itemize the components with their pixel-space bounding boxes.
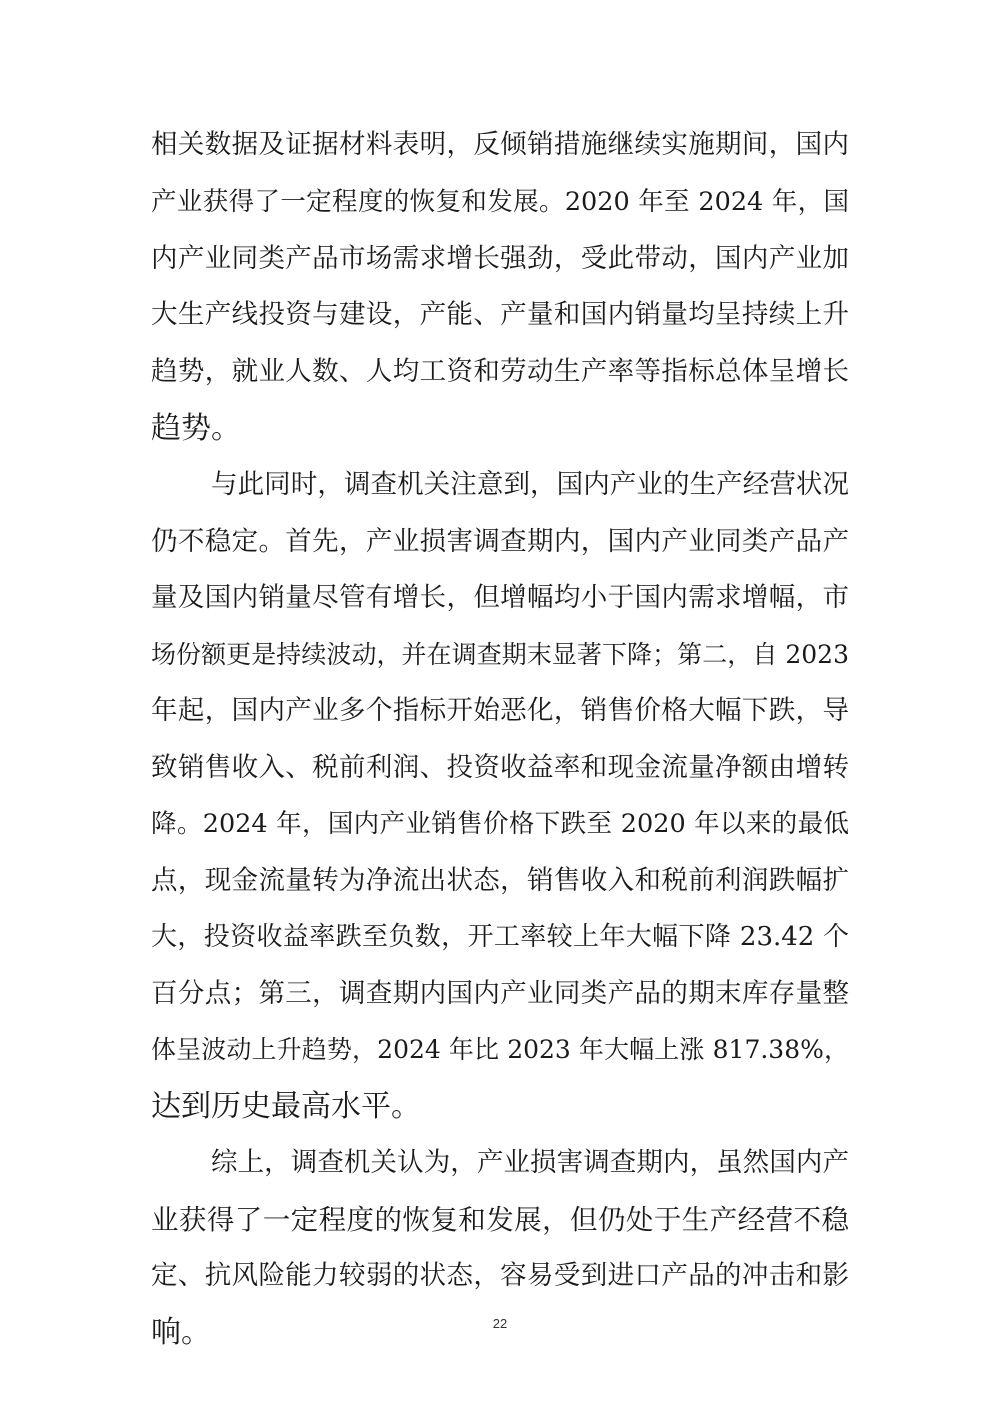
paragraph-2-line-1: 与此同时，调查机关注意到，国内产业的生产经营状况 [211, 469, 849, 500]
paragraph-1-line-1: 相关数据及证据材料表明，反倾销措施继续实施期间，国内 [151, 129, 849, 160]
paragraph-1-line-3: 内产业同类产品市场需求增长强劲，受此带动，国内产业加 [151, 243, 849, 274]
paragraph-1-line-6: 趋势。 [151, 411, 241, 446]
paragraph-3-line-1: 综上，调查机关认为，产业损害调查期内，虽然国内产 [211, 1147, 849, 1178]
paragraph-2-line-5: 年起，国内产业多个指标开始恶化，销售价格大幅下跌，导 [151, 695, 849, 726]
paragraph-1-line-4: 大生产线投资与建设，产能、产量和国内销量均呈持续上升 [151, 299, 849, 330]
paragraph-3-line-3: 定、抗风险能力较弱的状态，容易受到进口产品的冲击和影 [151, 1260, 849, 1291]
paragraph-2-line-4: 场份额更是持续波动，并在调查期末显著下降；第二，自 2023 [151, 640, 849, 669]
paragraph-2-line-8: 点，现金流量转为净流出状态，销售收入和税前利润跌幅扩 [151, 865, 849, 896]
paragraph-2-line-9: 大，投资收益率跌至负数，开工率较上年大幅下降 23.42 个 [151, 922, 849, 952]
paragraph-1-line-2: 产业获得了一定程度的恢复和发展。2020 年至 2024 年，国 [151, 187, 849, 217]
paragraph-2-line-11: 体呈波动上升趋势，2024 年比 2023 年大幅上涨 817.38%， [151, 1035, 849, 1064]
paragraph-3-line-4: 响。 [151, 1315, 211, 1350]
paragraph-3-line-2: 业获得了一定程度的恢复和发展，但仍处于生产经营不稳 [151, 1204, 849, 1236]
paragraph-2-line-6: 致销售收入、税前利润、投资收益率和现金流量净额由增转 [151, 752, 849, 783]
page-number: 22 [492, 1316, 508, 1331]
paragraph-2-line-10: 百分点；第三，调查期内国内产业同类产品的期末库存量整 [151, 978, 849, 1009]
paragraph-2-line-12: 达到历史最高水平。 [151, 1089, 421, 1124]
paragraph-2-line-3: 量及国内销量尽管有增长，但增幅均小于国内需求增幅，市 [151, 582, 849, 613]
paragraph-2-line-2: 仍不稳定。首先，产业损害调查期内，国内产业同类产品产 [151, 526, 849, 557]
paragraph-1-line-5: 趋势，就业人数、人均工资和劳动生产率等指标总体呈增长 [151, 356, 849, 387]
paragraph-2-line-7: 降。2024 年，国内产业销售价格下跌至 2020 年以来的最低 [151, 809, 849, 839]
